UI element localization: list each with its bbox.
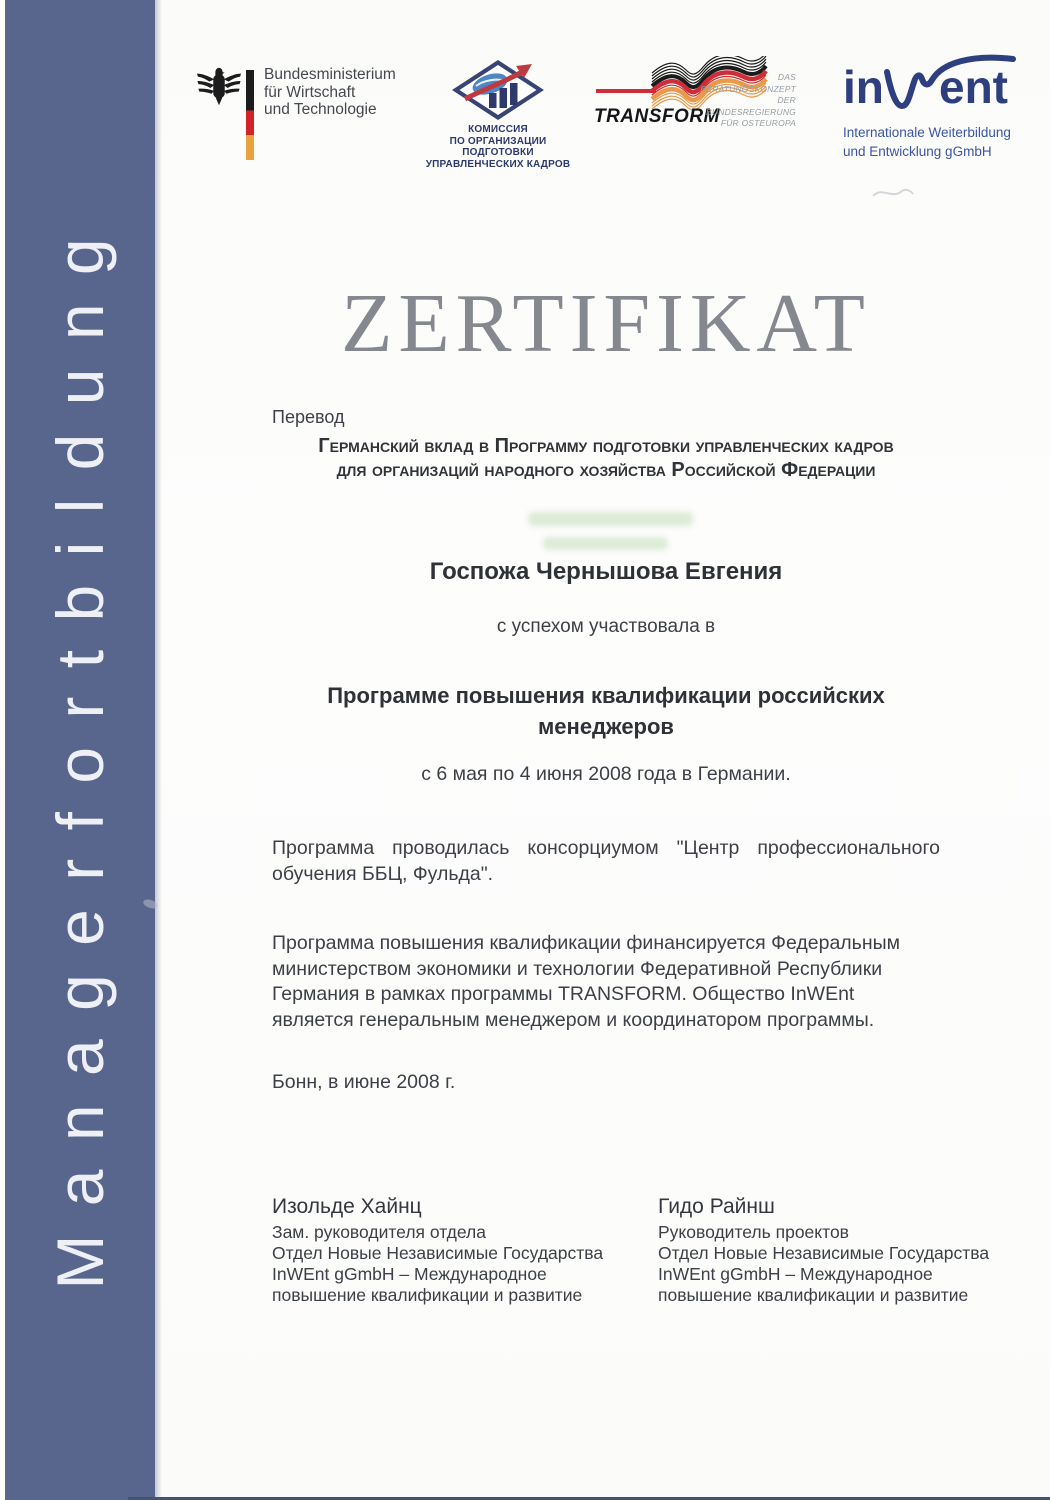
bmwi-logo xyxy=(196,64,396,160)
commission-line: УПРАВЛЕНЧЕСКИХ КАДРОВ xyxy=(425,158,571,170)
bmwi-line: und Technologie xyxy=(264,101,377,118)
signer-name: Изольде Хайнц xyxy=(272,1195,422,1218)
signer-org-line: повышение квалификации и развитие xyxy=(658,1285,969,1305)
inwent-tagline-line: Internationale Weiterbildung xyxy=(843,125,1011,140)
certificate-title: ZERTIFIKAT xyxy=(341,277,871,370)
inwent-word-start: in xyxy=(843,61,884,113)
signer-title: Руководитель проектов xyxy=(658,1222,849,1242)
paragraph-line: является генеральным менеджером и координатором программы. xyxy=(272,1008,875,1031)
commission-line: ПО ОРГАНИЗАЦИИ xyxy=(449,135,547,147)
transform-tagline-line: DAS BERATUNGSKONZEPT xyxy=(700,72,796,94)
signature-block-right xyxy=(658,1194,1050,1306)
scan-artifact-squiggle xyxy=(872,184,914,206)
program-full-title xyxy=(272,434,940,482)
federal-eagle-icon xyxy=(196,64,242,110)
program-full-title-line: Германский вклад в Программу подготовки управленческих кадров xyxy=(318,435,894,457)
paragraph-line: Программа проводилась консорциумом "Центр профессионального xyxy=(272,837,940,859)
signer-department: Отдел Новые Независимые Государства xyxy=(272,1243,604,1263)
transform-tagline-line: FÜR OSTEUROPA xyxy=(720,118,796,128)
bmwi-line: Bundesministerium xyxy=(264,66,396,83)
participation-text: с успехом участвовала в xyxy=(496,616,716,637)
transform-tagline-line: DER BUNDESREGIERUNG xyxy=(706,95,796,117)
commission-logo-text xyxy=(418,124,578,170)
sidebar-vertical-text: Managerfortbildung xyxy=(43,210,117,1290)
program-heading xyxy=(272,680,940,742)
signer-name: Гидо Райнш xyxy=(658,1195,775,1218)
sidebar-band xyxy=(5,0,155,1500)
paragraph-line: Германия в рамках программы TRANSFORM. Общество InWEnt xyxy=(272,983,855,1005)
scan-artifact-green-1 xyxy=(528,512,693,526)
inwent-tagline xyxy=(843,124,1018,161)
translation-label: Перевод xyxy=(272,407,345,427)
scan-artifact-green-2 xyxy=(543,537,668,550)
transform-tagline xyxy=(698,72,796,130)
recipient-name: Госпожа Чернышова Евгения xyxy=(429,558,783,585)
program-heading-line: Программе повышения квалификации российских xyxy=(327,683,885,708)
paragraph-funding xyxy=(272,931,940,1033)
signer-title: Зам. руководителя отдела xyxy=(272,1222,486,1242)
inwent-word-end: ent xyxy=(939,61,1008,113)
paragraph-consortium xyxy=(272,836,940,887)
german-flag-stripe xyxy=(246,70,254,160)
program-heading-line: менеджеров xyxy=(538,714,674,739)
inwent-tagline-line: und Entwicklung gGmbH xyxy=(843,143,992,159)
inwent-wordmark xyxy=(843,56,1018,112)
signer-org-line: InWEnt gGmbH – Международное xyxy=(658,1264,933,1284)
signer-org-line: повышение квалификации и развитие xyxy=(272,1285,583,1305)
inwent-logo xyxy=(843,56,1018,161)
commission-line: ПОДГОТОВКИ xyxy=(462,147,534,158)
signer-department: Отдел Новые Независимые Государства xyxy=(658,1243,990,1263)
signature-block-left xyxy=(272,1194,658,1306)
paragraph-line: Программа повышения квалификации финансируется Федеральным xyxy=(272,932,901,954)
transform-wordmark: TRANSFORM xyxy=(594,106,720,127)
bmwi-logo-text xyxy=(264,64,396,119)
commission-diamond-icon xyxy=(452,60,544,120)
place-and-date: Бонн, в июне 2008 г. xyxy=(272,1071,456,1093)
bmwi-line: für Wirtschaft xyxy=(264,83,356,101)
commission-line: КОМИССИЯ xyxy=(468,124,528,135)
program-dates: с 6 мая по 4 июня 2008 года в Германии. xyxy=(421,763,791,785)
program-full-title-line: для организаций народного хозяйства Российской Федерации xyxy=(336,459,876,481)
paragraph-line: обучения ББЦ, Фульда". xyxy=(272,862,494,885)
signer-org-line: InWEnt gGmbH – Международное xyxy=(272,1264,547,1284)
paragraph-line: министерством экономики и технологии Федеративной Республики xyxy=(272,957,883,980)
